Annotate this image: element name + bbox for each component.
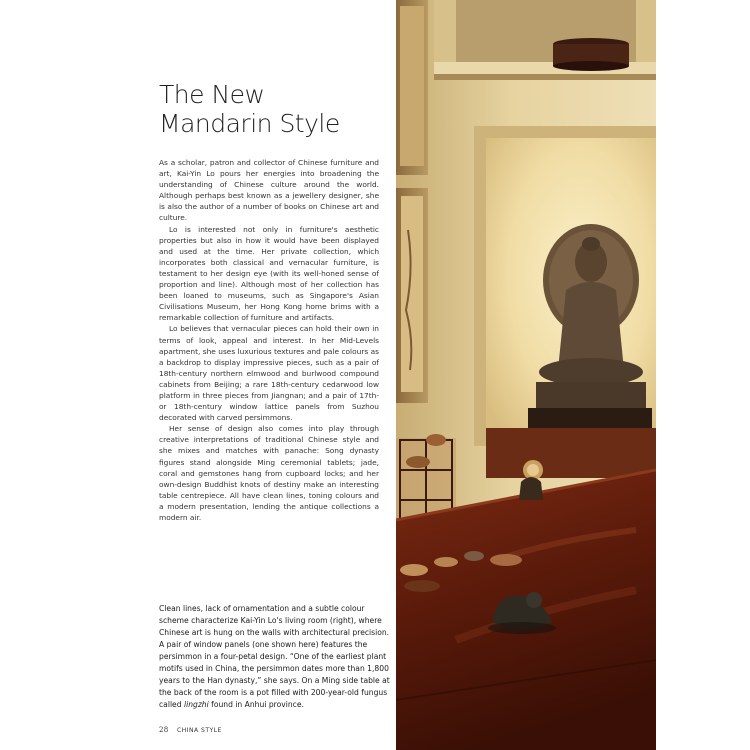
page-number: 28	[159, 726, 169, 734]
running-head: CHINA STYLE	[177, 727, 222, 734]
body-paragraph: Her sense of design also comes into play through creative interpretations of traditional Chinese style and she mixes and matches with panache: Song dynasty figures stand alongside Ming ceremonial tablets; jade, coral and gemstones hang from cupboard locks; and her own-design Buddhist knots of destiny make an interesting table centrepiece. All have clean lines, toning colours and a modern presentation, lending the antique collections a modern air.	[159, 424, 379, 522]
article-title	[159, 80, 389, 138]
interior-photograph	[396, 0, 656, 750]
caption-text: Clean lines, lack of ornamentation and a subtle colour scheme characterize Kai-Yin Lo's living room (right), where Chinese art is hung on the walls with architectural precision. A pair of window panels (one shown here) features the persimmon in a four-petal design. “One of the earliest plant motifs used in China, the persimmon dates more than 1,800 years to the Han dynasty,” she says. On a Ming side table at the back of the room is a pot filled with 200-year-old fungus called	[159, 604, 390, 709]
page-folio	[159, 726, 222, 734]
body-paragraph: Lo is interested not only in furniture's aesthetic properties but also in how it would have been displayed and used at the time. Her private collection, which incorporates both classical and vernacular furniture, is testament to her design eye (with its well-honed sense of proportion and line). Although most of her collection has been loaned to museums, such as Singapore's Asian Civilisations Museum, her Hong Kong home brims with a remarkable collection of furniture and artifacts.	[159, 224, 379, 323]
body-paragraph: Lo believes that vernacular pieces can hold their own in terms of look, appeal and interest. In her Mid-Levels apartment, she uses luxurious textures and pale colours as a backdrop to display impressive pieces, such as a pair of 18th-century northern elmwood and burlwood compound cabinets from Beijing; a rare 18th-century cedarwood low platform in three pieces from Jiangnan; and a pair of 17th- or 18th-century window lattice panels from Suzhou decorated with carved persimmons.	[159, 324, 379, 423]
article-body	[159, 157, 379, 523]
photo-caption	[159, 603, 391, 711]
caption-italic-term: lingzhi	[183, 700, 209, 709]
body-paragraph: As a scholar, patron and collector of Chinese furniture and art, Kai-Yin Lo pours her energies into broadening the understanding of Chinese culture around the world. Although perhaps best known as a jewellery designer, she is also the author of a number of books on Chinese art and culture.	[159, 158, 379, 223]
title-line-1: The New	[159, 80, 265, 109]
caption-text-end: found in Anhui province.	[208, 700, 304, 709]
title-line-2: Mandarin Style	[159, 109, 340, 138]
page-margin-right	[656, 0, 750, 750]
